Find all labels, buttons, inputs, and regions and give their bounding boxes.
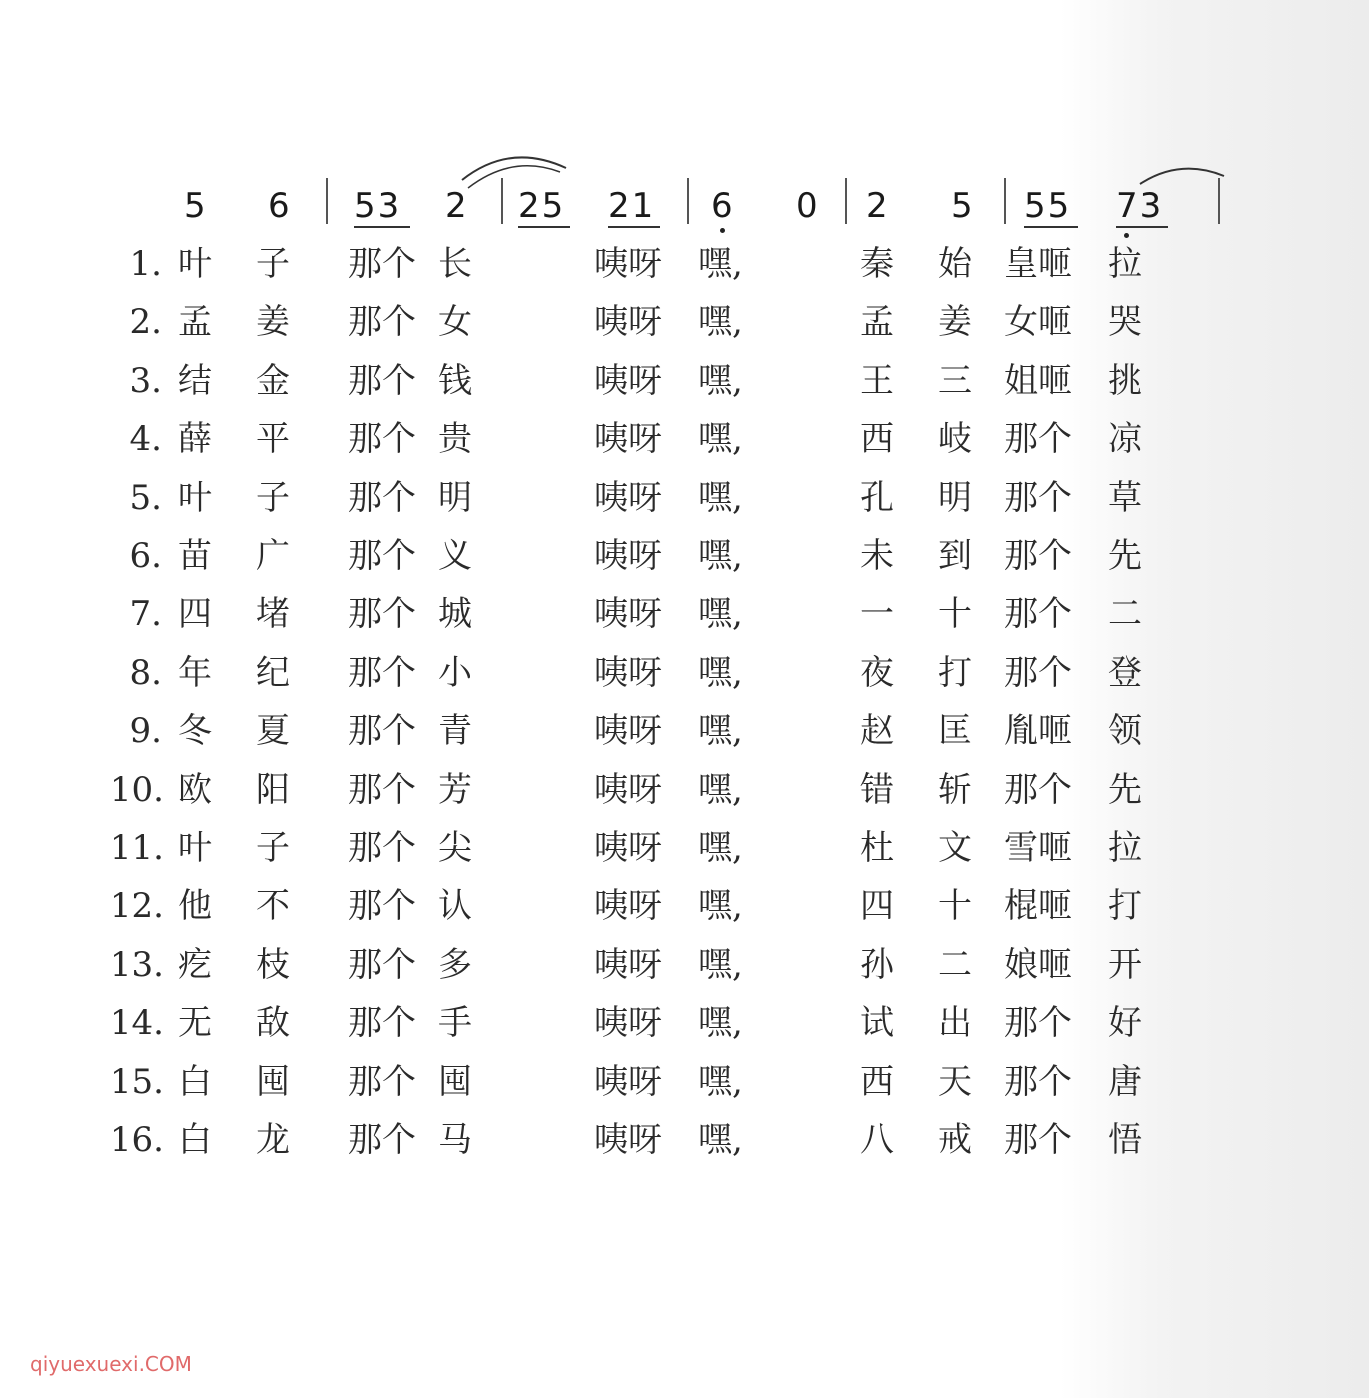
lyric-char: 十	[938, 886, 972, 926]
lyric-char: 嘿,	[698, 653, 743, 693]
lyric-char: 那个	[348, 1120, 416, 1160]
note: 5	[951, 186, 975, 226]
lyric-char: 女	[438, 302, 472, 342]
verse-number: 1.	[129, 244, 162, 284]
lyric-char: 那个	[1004, 536, 1072, 576]
lyric-char: 姜	[256, 302, 290, 342]
verse-number: 9.	[129, 711, 162, 751]
lyric-char: 嘿,	[698, 1120, 743, 1160]
lyric-char: 芳	[438, 770, 472, 810]
lyric-char: 钱	[438, 361, 472, 401]
lyric-char: 囤	[438, 1062, 472, 1102]
verse-number: 12.	[109, 886, 164, 926]
lyric-char: 二	[938, 945, 972, 985]
verse-number: 16.	[109, 1120, 164, 1160]
lyric-char: 嘿,	[698, 828, 743, 868]
note: 55	[1024, 186, 1072, 226]
lyric-char: 咦呀	[594, 302, 662, 342]
lyric-char: 嘿,	[698, 594, 743, 634]
lyric-char: 四	[860, 886, 894, 926]
verse-number: 3.	[129, 361, 162, 401]
lyric-char: 无	[178, 1003, 212, 1043]
lyric-char: 嘿,	[698, 1003, 743, 1043]
lyric-char: 那个	[1004, 1003, 1072, 1043]
lyric-char: 嘿,	[698, 361, 743, 401]
lyric-char: 那个	[348, 653, 416, 693]
lyric-char: 白	[178, 1062, 212, 1102]
note: 5	[184, 186, 208, 226]
lyric-char: 多	[438, 945, 472, 985]
lyric-char: 拉	[1108, 828, 1142, 868]
lyric-char: 嘿,	[698, 478, 743, 518]
lyric-char: 那个	[348, 886, 416, 926]
lyric-char: 错	[860, 770, 894, 810]
lyric-char: 堵	[256, 594, 290, 634]
lyric-char: 到	[938, 536, 972, 576]
note: 25	[518, 186, 566, 226]
lyric-char: 出	[938, 1003, 972, 1043]
lyric-char: 青	[438, 711, 472, 751]
lyric-char: 雪咂	[1004, 828, 1072, 868]
lyric-char: 嘿,	[698, 945, 743, 985]
lyric-char: 囤	[256, 1062, 290, 1102]
lyric-char: 手	[438, 1003, 472, 1043]
lyric-char: 先	[1108, 770, 1142, 810]
lyric-char: 咦呀	[594, 945, 662, 985]
lyric-char: 八	[860, 1120, 894, 1160]
lyric-char: 广	[256, 536, 290, 576]
lyric-char: 咦呀	[594, 478, 662, 518]
lyric-char: 斩	[938, 770, 972, 810]
lyric-char: 唐	[1108, 1062, 1142, 1102]
verse-number: 13.	[109, 945, 164, 985]
lyric-char: 四	[178, 594, 212, 634]
lyric-char: 西	[860, 1062, 894, 1102]
lyric-char: 枝	[256, 945, 290, 985]
lyric-char: 那个	[348, 244, 416, 284]
lyric-char: 姜	[938, 302, 972, 342]
lyric-char: 那个	[1004, 594, 1072, 634]
lyric-char: 嘿,	[698, 770, 743, 810]
lyric-char: 孟	[860, 302, 894, 342]
lyric-char: 结	[178, 361, 212, 401]
lyric-char: 打	[938, 653, 972, 693]
lyric-char: 未	[860, 536, 894, 576]
lyric-char: 马	[438, 1120, 472, 1160]
lyric-char: 龙	[256, 1120, 290, 1160]
lyric-char: 咦呀	[594, 886, 662, 926]
lyric-char: 咦呀	[594, 1003, 662, 1043]
lyric-char: 嘿,	[698, 536, 743, 576]
lyric-char: 阳	[256, 770, 290, 810]
lyric-char: 明	[438, 478, 472, 518]
lyric-char: 草	[1108, 478, 1142, 518]
lyric-char: 那个	[348, 478, 416, 518]
lyric-char: 薛	[178, 419, 212, 459]
lyric-char: 嘿,	[698, 1062, 743, 1102]
lyric-char: 皇咂	[1004, 244, 1072, 284]
lyric-char: 那个	[1004, 419, 1072, 459]
verse-number: 6.	[129, 536, 162, 576]
lyric-char: 那个	[1004, 478, 1072, 518]
lyric-char: 贵	[438, 419, 472, 459]
lyric-char: 尖	[438, 828, 472, 868]
lyric-char: 子	[256, 478, 290, 518]
verse-number: 11.	[109, 828, 164, 868]
lyric-char: 咦呀	[594, 594, 662, 634]
lyric-char: 那个	[1004, 1120, 1072, 1160]
verse-number: 7.	[129, 594, 162, 634]
lyric-char: 胤咂	[1004, 711, 1072, 751]
slur	[1140, 169, 1224, 184]
lyric-char: 女咂	[1004, 302, 1072, 342]
lyric-char: 挑	[1108, 361, 1142, 401]
lyric-char: 咦呀	[594, 828, 662, 868]
lyric-char: 那个	[348, 536, 416, 576]
lyric-char: 小	[438, 653, 472, 693]
lyric-char: 西	[860, 419, 894, 459]
lyric-char: 那个	[348, 302, 416, 342]
note: 6	[711, 186, 735, 226]
lyric-char: 子	[256, 828, 290, 868]
lyric-char: 娘咂	[1004, 945, 1072, 985]
lyric-char: 叶	[178, 244, 212, 284]
verse-number: 4.	[129, 419, 162, 459]
lyric-char: 疙	[178, 945, 212, 985]
lyric-char: 王	[860, 361, 894, 401]
lyric-char: 天	[938, 1062, 972, 1102]
lyric-char: 好	[1108, 1003, 1142, 1043]
verse-number: 14.	[109, 1003, 164, 1043]
lyric-char: 试	[860, 1003, 894, 1043]
verse-number: 8.	[129, 653, 162, 693]
lyric-char: 那个	[348, 594, 416, 634]
lyric-char: 咦呀	[594, 244, 662, 284]
slurs	[0, 0, 1369, 260]
lyric-char: 那个	[348, 945, 416, 985]
lyric-char: 孔	[860, 478, 894, 518]
verse-number: 15.	[109, 1062, 164, 1102]
lyric-char: 那个	[348, 711, 416, 751]
lyric-char: 嘿,	[698, 244, 743, 284]
lyric-char: 拉	[1108, 244, 1142, 284]
lyric-char: 那个	[348, 361, 416, 401]
lyric-char: 欧	[178, 770, 212, 810]
watermark: qiyuexuexi.COM	[30, 1352, 192, 1376]
lyric-char: 孙	[860, 945, 894, 985]
note: 2	[866, 186, 890, 226]
lyric-char: 那个	[348, 1062, 416, 1102]
lyric-char: 城	[438, 594, 472, 634]
lyric-char: 夜	[860, 653, 894, 693]
verse-number: 5.	[129, 478, 162, 518]
lyric-char: 咦呀	[594, 1062, 662, 1102]
note: 21	[608, 186, 656, 226]
lyric-char: 一	[860, 594, 894, 634]
lyric-char: 明	[938, 478, 972, 518]
lyric-char: 始	[938, 244, 972, 284]
lyric-char: 金	[256, 361, 290, 401]
lyric-char: 苗	[178, 536, 212, 576]
lyric-char: 那个	[1004, 1062, 1072, 1102]
lyric-char: 长	[438, 244, 472, 284]
verse-number: 10.	[109, 770, 164, 810]
lyric-char: 那个	[348, 828, 416, 868]
lyric-char: 咦呀	[594, 711, 662, 751]
lyric-char: 敌	[256, 1003, 290, 1043]
lyric-char: 咦呀	[594, 653, 662, 693]
note: 73	[1116, 186, 1164, 226]
lyric-char: 那个	[348, 419, 416, 459]
lyric-char: 咦呀	[594, 419, 662, 459]
lyric-char: 冬	[178, 711, 212, 751]
lyric-char: 子	[256, 244, 290, 284]
lyric-char: 叶	[178, 828, 212, 868]
lyric-char: 嘿,	[698, 419, 743, 459]
note: 6	[268, 186, 292, 226]
note: 2	[445, 186, 469, 226]
lyric-char: 孟	[178, 302, 212, 342]
lyric-char: 那个	[1004, 653, 1072, 693]
lyric-char: 那个	[348, 770, 416, 810]
note: 0	[796, 186, 820, 226]
lyric-char: 夏	[256, 711, 290, 751]
lyric-char: 文	[938, 828, 972, 868]
lyric-char: 咦呀	[594, 1120, 662, 1160]
lyric-char: 咦呀	[594, 770, 662, 810]
lyric-char: 义	[438, 536, 472, 576]
slur	[468, 166, 560, 188]
lyric-char: 他	[178, 886, 212, 926]
lyric-char: 十	[938, 594, 972, 634]
lyric-char: 咦呀	[594, 361, 662, 401]
verse-number: 2.	[129, 302, 162, 342]
lyric-char: 开	[1108, 945, 1142, 985]
lyric-char: 杜	[860, 828, 894, 868]
lyric-char: 那个	[1004, 770, 1072, 810]
lyric-char: 姐咂	[1004, 361, 1072, 401]
lyric-char: 纪	[256, 653, 290, 693]
lyric-char: 戒	[938, 1120, 972, 1160]
lyric-char: 嘿,	[698, 302, 743, 342]
lyric-char: 凉	[1108, 419, 1142, 459]
lyric-char: 叶	[178, 478, 212, 518]
lyric-char: 平	[256, 419, 290, 459]
lyric-char: 棍咂	[1004, 886, 1072, 926]
lyric-char: 匡	[938, 711, 972, 751]
lyric-char: 二	[1108, 594, 1142, 634]
lyric-char: 先	[1108, 536, 1142, 576]
note: 53	[354, 186, 402, 226]
lyric-char: 嘿,	[698, 711, 743, 751]
lyric-char: 那个	[348, 1003, 416, 1043]
lyric-char: 不	[256, 886, 290, 926]
lyric-char: 年	[178, 653, 212, 693]
lyric-char: 岐	[938, 419, 972, 459]
lyric-char: 赵	[860, 711, 894, 751]
lyric-char: 悟	[1108, 1120, 1142, 1160]
lyric-char: 领	[1108, 711, 1142, 751]
lyric-char: 认	[438, 886, 472, 926]
lyric-char: 哭	[1108, 302, 1142, 342]
lyric-char: 嘿,	[698, 886, 743, 926]
lyric-char: 登	[1108, 653, 1142, 693]
lyric-char: 白	[178, 1120, 212, 1160]
lyric-char: 打	[1108, 886, 1142, 926]
lyric-char: 秦	[860, 244, 894, 284]
lyric-char: 咦呀	[594, 536, 662, 576]
lyric-char: 三	[938, 361, 972, 401]
